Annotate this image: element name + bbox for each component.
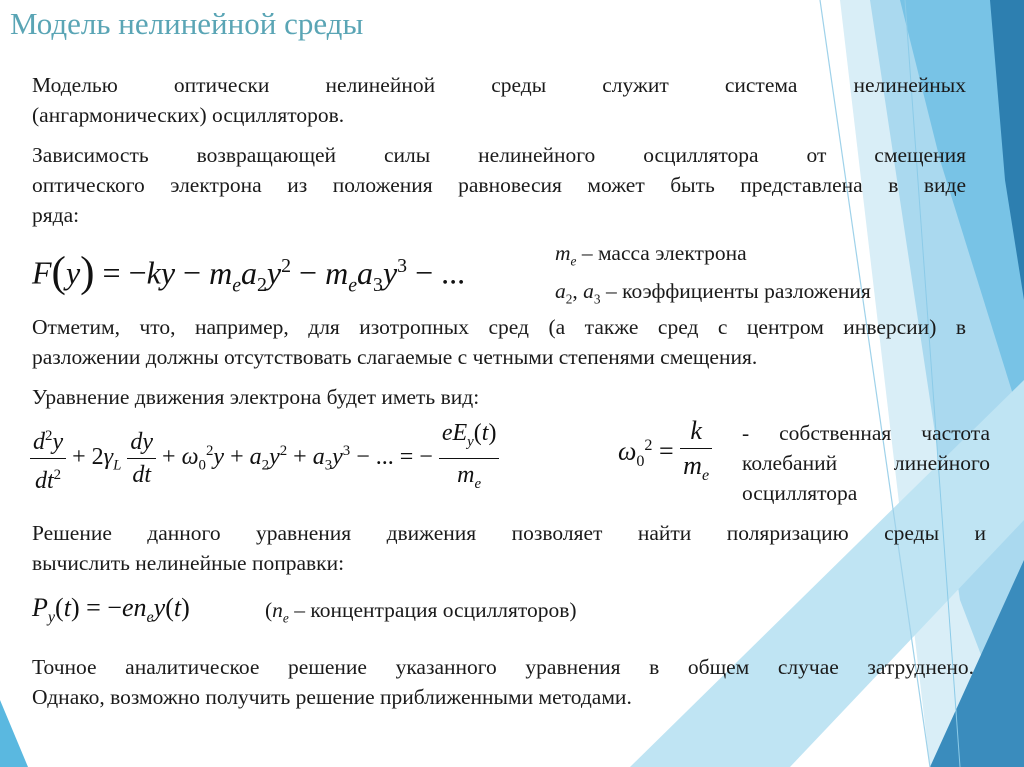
note-a-text: – коэффициенты разложения <box>600 279 871 304</box>
frac-d2y-dt2: $\frac{d^2y}{dt^2}$ <box>30 420 66 497</box>
paragraph-motion-intro: Уравнение движения электрона будет иметь вид: <box>32 385 480 409</box>
polar-note-ne-sub: e <box>282 610 289 626</box>
paragraph-force-dependence <box>32 140 966 230</box>
equation-natural-frequency: $\omega_0^2$ = $\frac{k}{m_e}$ <box>618 414 712 493</box>
deco-left-triangle <box>0 700 28 767</box>
omega-note-line-2: колебаний линейного <box>742 451 990 475</box>
equation-polarization: $P_y(t) = -en_ey(t)$ <box>32 593 190 627</box>
paragraph-solution-line-1: Решение данного уравнения движения позволяет найти поляризацию среды и <box>32 521 986 545</box>
paragraph-model-line-1: Моделью оптически нелинейной среды служит система нелинейных <box>32 73 966 97</box>
equation-force-series: $F(y) = -ky - m_ea_2y^2 - m_ea_3y^3$ − ... <box>32 248 466 297</box>
omega-note-line-3: осциллятора <box>742 481 858 505</box>
paragraph-force-line-2: оптического электрона из положения равновесия может быть представлена в виде <box>32 173 966 197</box>
note-me-text: – масса электрона <box>576 241 747 265</box>
paragraph-conclusion-line-2: Однако, возможно получить решение приближенными методами. <box>32 685 632 709</box>
paragraph-conclusion-line-1: Точное аналитическое решение указанного уравнения в общем случае затруднено. <box>32 655 974 679</box>
equation-motion: $\frac{d^2y}{dt^2}$ + $2\gamma_L$ $\frac{dy}{dt}$ + $\omega_0^2y + a_2y^2 + a_3y^3$ − ... = − $\frac{eE_y(t)}{m_e}$ <box>30 417 499 500</box>
note-a2-symbol: a <box>555 279 566 304</box>
paragraph-conclusion <box>32 652 974 712</box>
frac-dy-dt: $\frac{dy}{dt}$ <box>127 426 156 491</box>
paragraph-force-line-1: Зависимость возвращающей силы нелинейного осциллятора от смещения <box>32 143 966 167</box>
frac-eEy-me: $\frac{eE_y(t)}{m_e}$ <box>439 417 500 500</box>
slide-title: Модель нелинейной среды <box>10 6 364 41</box>
note-me-sub: e <box>570 253 577 269</box>
paragraph-model <box>32 70 966 130</box>
force-notes <box>555 238 871 315</box>
polarization-note <box>265 595 577 633</box>
note-me-symbol: m <box>555 241 571 265</box>
note-separator: , <box>572 279 584 304</box>
paragraph-isotropic-line-2: разложении должны отсутствовать слагаемые с четными степенями смещения. <box>32 345 758 369</box>
note-a3-sub: 3 <box>593 291 601 307</box>
polar-note-ne: n <box>272 598 283 622</box>
frac-k-me: $\frac{k}{m_e}$ <box>680 414 712 493</box>
note-a2-sub: 2 <box>565 291 573 307</box>
polar-note-text: – концентрация осцилляторов) <box>288 598 577 622</box>
paragraph-isotropic <box>32 312 966 372</box>
paragraph-isotropic-line-1: Отметим, что, например, для изотропных сред (а также сред с центром инверсии) в <box>32 315 966 339</box>
omega-note-line-1: - собственная частота <box>742 421 990 445</box>
omega-note <box>742 418 990 508</box>
polar-note-open: ( <box>265 598 273 622</box>
paragraph-solution-line-2: вычислить нелинейные поправки: <box>32 551 345 575</box>
paragraph-force-line-3: ряда: <box>32 203 80 227</box>
note-expansion-coefficients <box>555 276 871 314</box>
note-a3-symbol: a <box>583 279 594 304</box>
paragraph-solution <box>32 518 986 578</box>
paragraph-model-line-2: (ангармонических) осцилляторов. <box>32 103 345 127</box>
note-electron-mass <box>555 238 871 276</box>
